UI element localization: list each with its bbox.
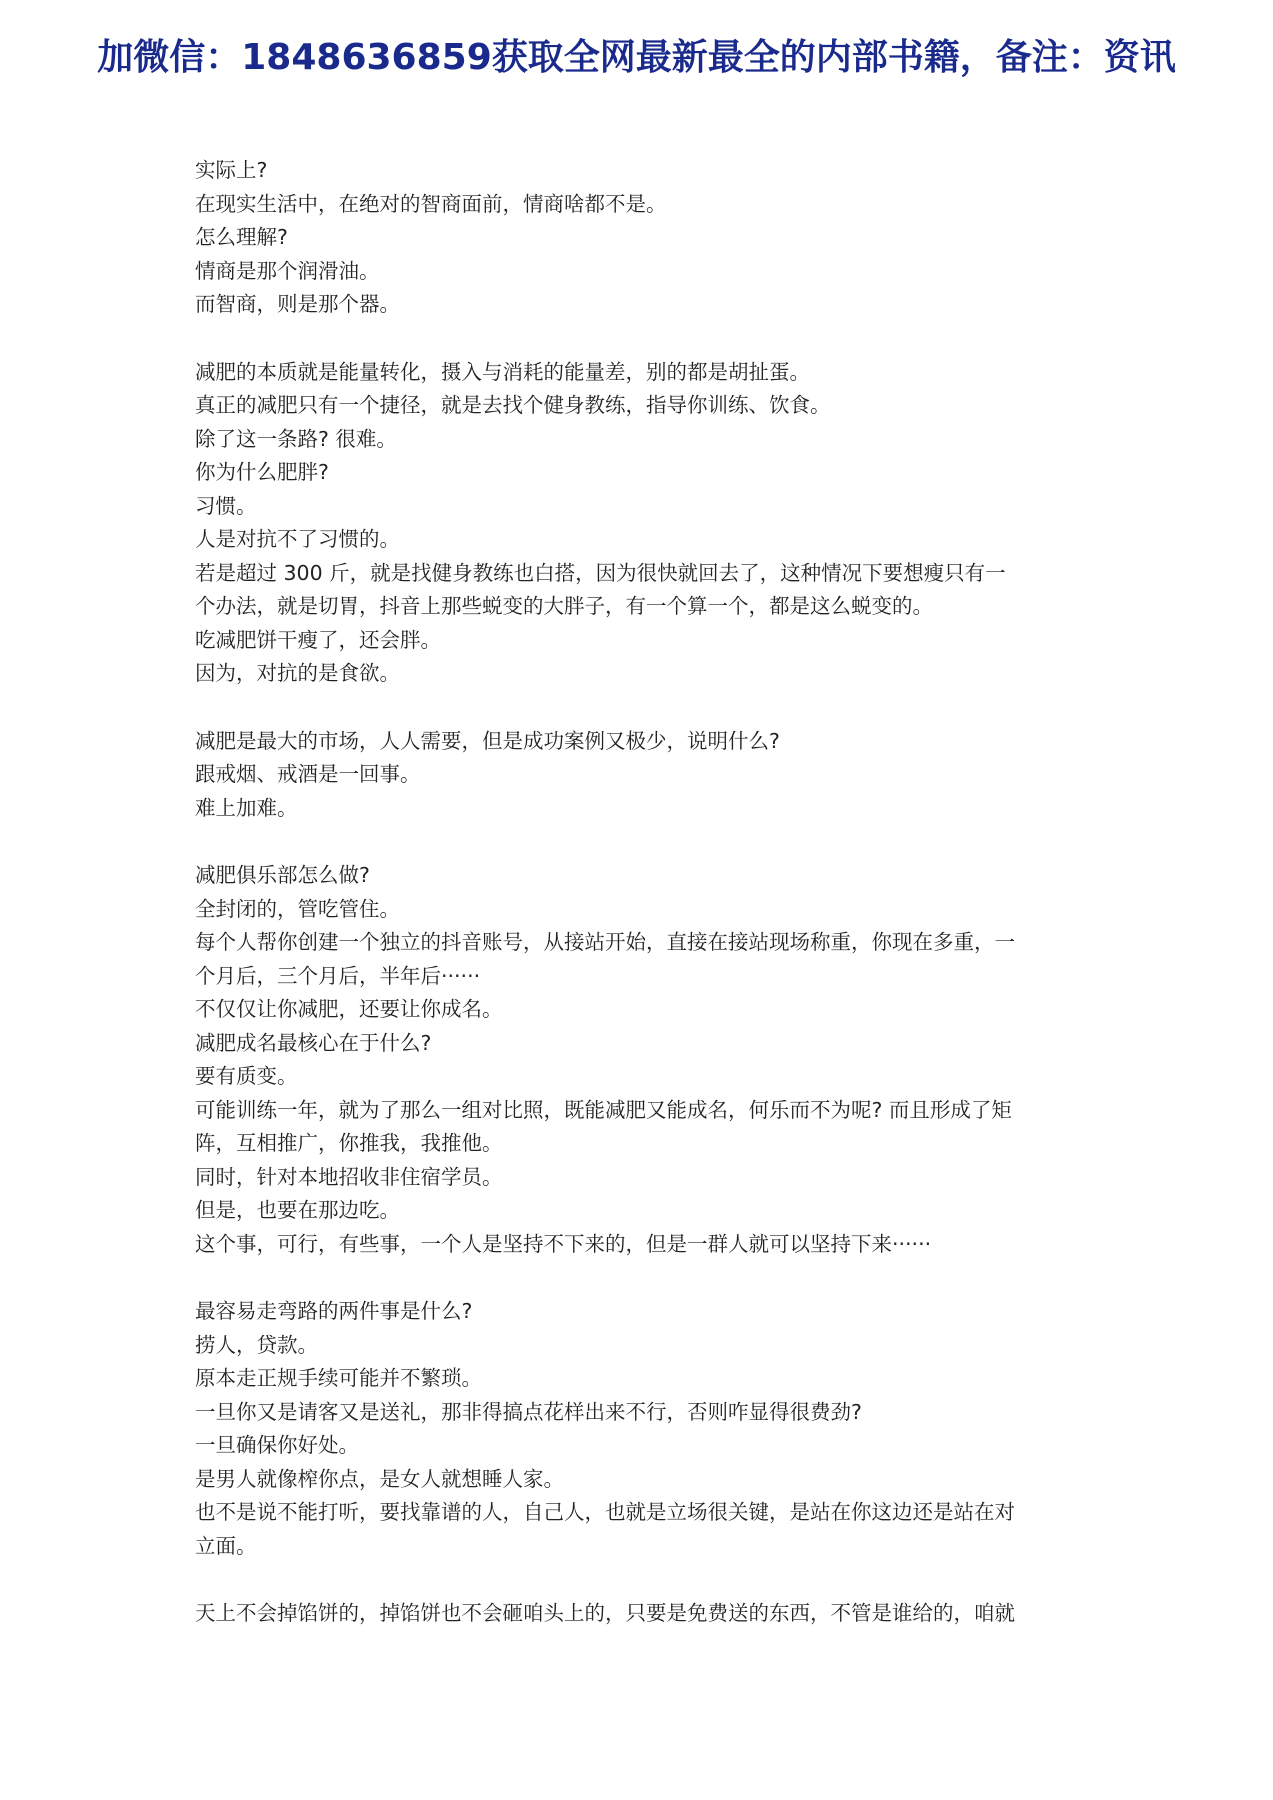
text-line: 个月后，三个月后，半年后······ — [195, 963, 481, 988]
text-line: 每个人帮你创建一个独立的抖音账号，从接站开始，直接在接站现场称重，你现在多重，一 — [195, 930, 1015, 954]
paragraph — [195, 1597, 1095, 1631]
text-line: 一旦确保你好处。 — [195, 1433, 359, 1457]
text-line: 吃减肥饼干瘦了，还会胖。 — [195, 627, 441, 652]
text-line: 习惯。 — [195, 493, 257, 518]
text-line: 人是对抗不了习惯的。 — [195, 527, 400, 551]
text-line: 跟戒烟、戒酒是一回事。 — [195, 762, 421, 786]
paragraph — [195, 1295, 1095, 1563]
text-line: 原本走正规手续可能并不繁琐。 — [195, 1366, 482, 1390]
paragraph — [195, 356, 1095, 691]
text-line: 在现实生活中，在绝对的智商面前，情商啥都不是。 — [195, 191, 667, 216]
text-line: 你为什么肥胖? — [195, 460, 329, 484]
text-line: 但是，也要在那边吃。 — [195, 1198, 400, 1222]
text-line: 一旦你又是请客又是送礼，那非得搞点花样出来不行，否则咋显得很费劲? — [195, 1399, 862, 1424]
text-line: 最容易走弯路的两件事是什么? — [195, 1299, 473, 1323]
text-line: 全封闭的，管吃管住。 — [195, 896, 400, 921]
text-line: 情商是那个润滑油。 — [195, 258, 380, 283]
paragraph — [195, 154, 1095, 322]
text-line: 真正的减肥只有一个捷径，就是去找个健身教练，指导你训练、饮食。 — [195, 393, 831, 417]
text-line: 若是超过 300 斤，就是找健身教练也白搭，因为很快就回去了，这种情况下要想瘦只有一 — [195, 560, 1006, 585]
document-body — [195, 154, 1095, 1665]
text-line: 减肥的本质就是能量转化，摄入与消耗的能量差，别的都是胡扯蛋。 — [195, 359, 810, 384]
text-line: 个办法，就是切胃，抖音上那些蜕变的大胖子，有一个算一个，都是这么蜕变的。 — [195, 594, 933, 618]
text-line: 是男人就像榨你点，是女人就想睡人家。 — [195, 1466, 564, 1491]
text-line: 天上不会掉馅饼的，掉馅饼也不会砸咱头上的，只要是免费送的东西，不管是谁给的，咱就 — [195, 1601, 1015, 1625]
text-line: 因为，对抗的是食欲。 — [195, 661, 400, 685]
paragraph — [195, 859, 1095, 1261]
text-line: 这个事，可行，有些事，一个人是坚持不下来的，但是一群人就可以坚持下来······ — [195, 1231, 932, 1256]
text-line: 减肥俱乐部怎么做? — [195, 863, 370, 887]
text-line: 也不是说不能打听，要找靠谱的人，自己人，也就是立场很关键，是站在你这边还是站在对 — [195, 1500, 1015, 1524]
text-line: 不仅仅让你减肥，还要让你成名。 — [195, 997, 503, 1021]
text-line: 减肥是最大的市场，人人需要，但是成功案例又极少，说明什么? — [195, 728, 780, 753]
text-line: 除了这一条路? 很难。 — [195, 426, 397, 451]
text-line: 同时，针对本地招收非住宿学员。 — [195, 1164, 503, 1189]
text-line: 减肥成名最核心在于什么? — [195, 1030, 432, 1055]
text-line: 阵，互相推广，你推我，我推他。 — [195, 1131, 503, 1155]
text-line: 而智商，则是那个器。 — [195, 292, 400, 316]
text-line: 立面。 — [195, 1533, 257, 1558]
text-line: 要有质变。 — [195, 1064, 298, 1088]
text-line: 难上加难。 — [195, 795, 298, 820]
text-line: 怎么理解? — [195, 225, 288, 249]
paragraph — [195, 725, 1095, 826]
watermark-banner: 加微信：1848636859获取全网最新最全的内部书籍，备注：资讯 — [97, 37, 1176, 78]
text-line: 捞人，贷款。 — [195, 1332, 318, 1357]
text-line: 可能训练一年，就为了那么一组对比照，既能减肥又能成名，何乐而不为呢? 而且形成了矩 — [195, 1097, 1012, 1122]
text-line: 实际上? — [195, 158, 268, 182]
